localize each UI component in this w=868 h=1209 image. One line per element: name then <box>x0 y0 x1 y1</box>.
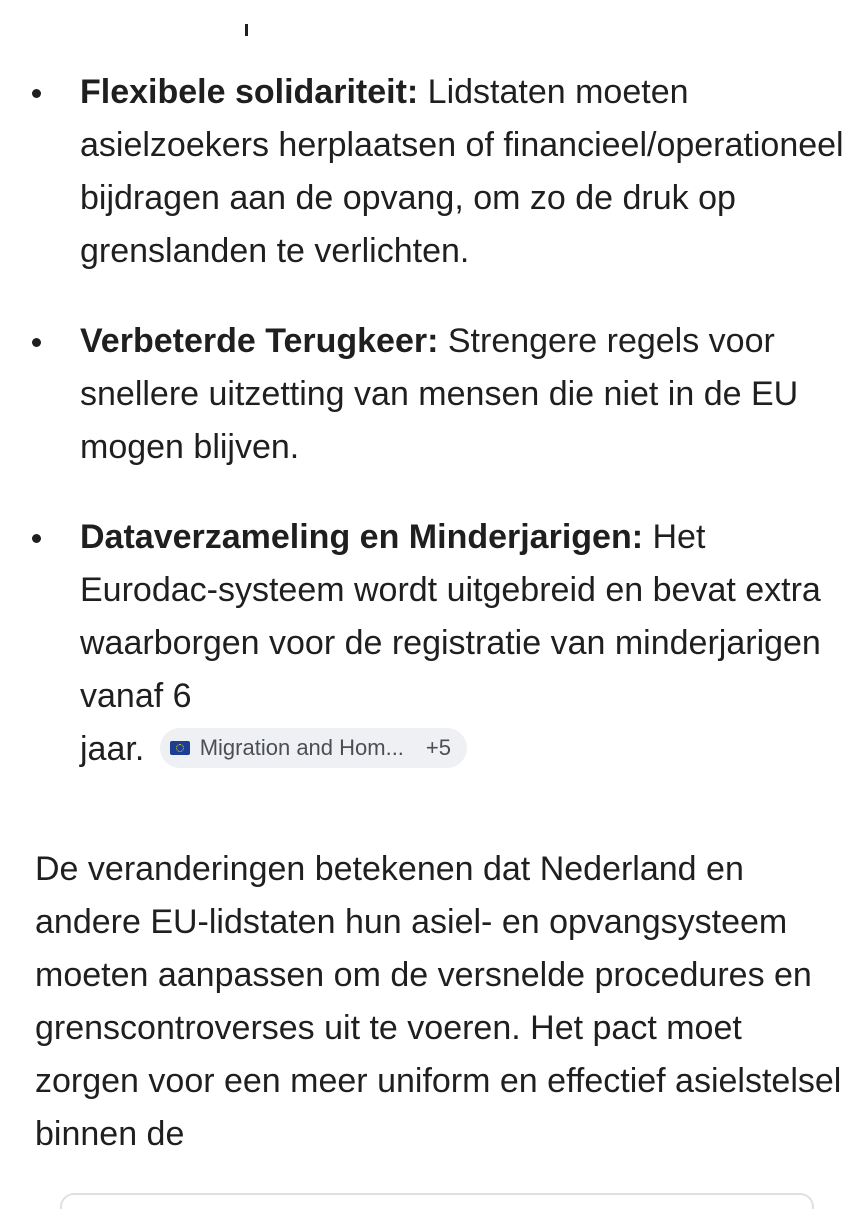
bullet-list <box>0 66 868 813</box>
source-chip[interactable] <box>160 728 467 768</box>
top-text-fragment <box>245 24 248 36</box>
bullet-dot <box>32 534 41 543</box>
bullet-title: Flexibele solidariteit: <box>80 73 419 111</box>
bullet-dot <box>32 89 41 98</box>
summary-paragraph: De veranderingen betekenen dat Nederland en andere EU-lidstaten hun asiel- en opvangsysteem moeten aanpassen om de versnelde procedures en grenscontroverses uit te voeren. Het pact moet zorgen voor een meer uniform en effectief asielstelsel binnen de <box>35 850 842 1153</box>
bullet-item-verbeterde-terugkeer <box>0 315 868 474</box>
bullet-title: Verbeterde Terugkeer: <box>80 322 439 360</box>
bullet-text: Het Eurodac-systeem wordt uitgebreid en bevat extra waarborgen voor de registratie van minderjarigen vanaf 6 <box>80 518 821 715</box>
eu-flag-icon <box>170 741 190 755</box>
bullet-title: Dataverzameling en Minderjarigen: <box>80 518 644 556</box>
bottom-input-bar-edge <box>60 1193 814 1209</box>
source-chip-label: Migration and Hom... <box>199 735 404 761</box>
bullet-text: Lidstaten moeten asielzoekers herplaatsen of financieel/operationeel bijdragen aan de opvang, om zo de druk op grenslanden te verlichten. <box>80 73 844 270</box>
bullet-text: Strengere regels voor snellere uitzetting van mensen die niet in de EU mogen blijven. <box>80 322 799 466</box>
bullet-item-flexibele-solidariteit <box>0 66 868 278</box>
bullet-dot <box>32 338 41 347</box>
bullet-text-end: jaar. <box>80 730 145 768</box>
source-chip-count: +5 <box>425 735 452 761</box>
bullet-item-dataverzameling <box>0 511 868 776</box>
